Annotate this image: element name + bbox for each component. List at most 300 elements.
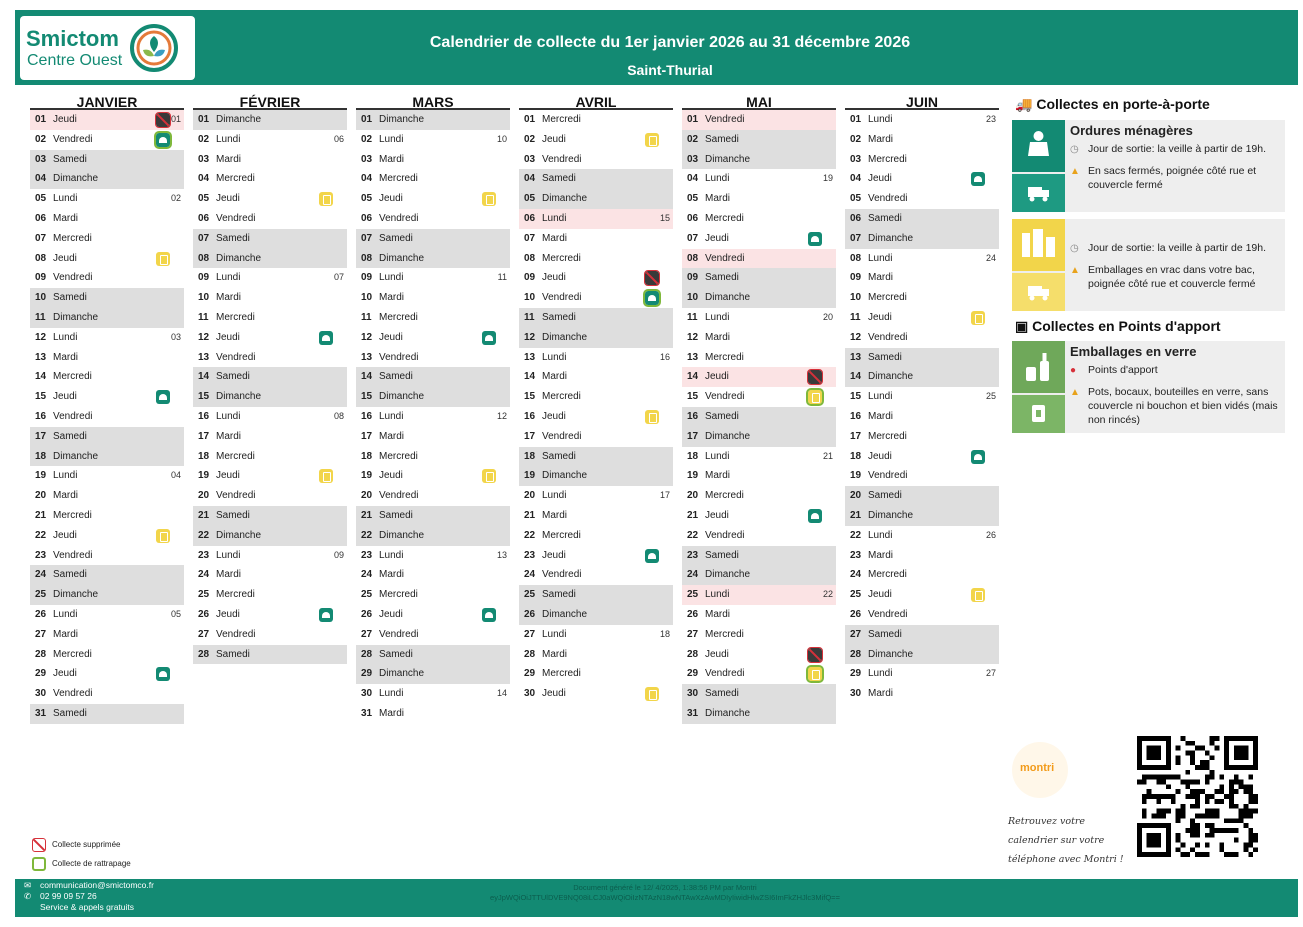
day-row bbox=[682, 486, 836, 506]
day-row bbox=[356, 506, 510, 526]
month-column bbox=[356, 94, 510, 724]
day-name: Jeudi bbox=[53, 529, 77, 541]
day-name: Mardi bbox=[53, 212, 79, 224]
day-name: Mardi bbox=[379, 569, 405, 581]
day-number: 04 bbox=[524, 173, 536, 185]
household-waste-icon bbox=[971, 172, 985, 186]
week-number: 26 bbox=[985, 529, 996, 540]
day-name: Mercredi bbox=[542, 668, 581, 680]
day-name: Mercredi bbox=[705, 490, 744, 502]
day-name: Jeudi bbox=[868, 450, 892, 462]
day-row bbox=[193, 288, 347, 308]
rec-schedule: Jour de sortie: la veille à partir de 19h. bbox=[1088, 242, 1267, 254]
day-number: 10 bbox=[361, 292, 373, 304]
day-name: Vendredi bbox=[868, 470, 908, 482]
day-name: Mercredi bbox=[868, 430, 907, 442]
day-name: Samedi bbox=[868, 628, 902, 640]
day-name: Mercredi bbox=[216, 450, 255, 462]
day-number: 05 bbox=[361, 193, 373, 205]
day-number: 03 bbox=[524, 153, 536, 165]
day-number: 24 bbox=[850, 569, 862, 581]
day-name: Mardi bbox=[379, 153, 405, 165]
day-name: Vendredi bbox=[53, 410, 93, 422]
day-number: 17 bbox=[524, 430, 536, 442]
smictom-logo bbox=[20, 16, 195, 80]
day-number: 12 bbox=[524, 331, 536, 343]
day-row bbox=[30, 486, 184, 506]
day-name: Dimanche bbox=[379, 114, 425, 125]
day-number: 13 bbox=[198, 351, 210, 363]
day-name: Samedi bbox=[216, 232, 250, 244]
day-row bbox=[682, 169, 836, 189]
day-row bbox=[193, 308, 347, 328]
week-number: 12 bbox=[496, 410, 507, 421]
day-row bbox=[682, 466, 836, 486]
week-number: 24 bbox=[985, 252, 996, 263]
day-row bbox=[356, 585, 510, 605]
day-row bbox=[682, 229, 836, 249]
day-row bbox=[519, 546, 673, 566]
day-name: Jeudi bbox=[705, 648, 729, 660]
day-name: Jeudi bbox=[53, 114, 77, 125]
day-row bbox=[845, 526, 999, 546]
day-name: Vendredi bbox=[542, 569, 582, 581]
day-name: Samedi bbox=[705, 133, 739, 145]
day-row bbox=[519, 387, 673, 407]
day-row bbox=[845, 169, 999, 189]
day-row bbox=[30, 130, 184, 150]
day-row bbox=[193, 427, 347, 447]
day-row bbox=[356, 605, 510, 625]
day-number: 08 bbox=[524, 252, 536, 264]
day-number: 29 bbox=[524, 668, 536, 680]
day-number: 22 bbox=[524, 529, 536, 541]
day-row bbox=[193, 209, 347, 229]
day-number: 28 bbox=[687, 648, 699, 660]
day-name: Dimanche bbox=[705, 569, 751, 581]
day-row bbox=[356, 249, 510, 269]
household-waste-icon bbox=[645, 549, 659, 563]
day-name: Mercredi bbox=[216, 589, 255, 601]
day-number: 12 bbox=[850, 331, 862, 343]
day-name: Mercredi bbox=[542, 529, 581, 541]
day-row bbox=[30, 348, 184, 368]
day-number: 19 bbox=[850, 470, 862, 482]
day-name: Lundi bbox=[542, 628, 567, 640]
day-number: 10 bbox=[35, 292, 47, 304]
day-row bbox=[356, 447, 510, 467]
day-row bbox=[356, 110, 510, 130]
day-name: Dimanche bbox=[542, 193, 588, 205]
day-number: 15 bbox=[850, 391, 862, 403]
day-name: Mardi bbox=[705, 470, 731, 482]
month-name: MAI bbox=[682, 94, 836, 110]
day-number: 19 bbox=[198, 470, 210, 482]
day-number: 08 bbox=[687, 252, 699, 264]
rec-instructions: Emballages en vrac dans votre bac, poignée côté rue et couvercle fermé bbox=[1088, 264, 1256, 290]
day-name: Samedi bbox=[705, 549, 739, 561]
day-number: 10 bbox=[687, 292, 699, 304]
day-row bbox=[519, 150, 673, 170]
day-row bbox=[682, 130, 836, 150]
day-name: Lundi bbox=[379, 688, 404, 700]
day-number: 27 bbox=[198, 628, 210, 640]
day-row bbox=[30, 150, 184, 170]
day-name: Dimanche bbox=[868, 509, 914, 521]
week-number: 13 bbox=[496, 549, 507, 560]
day-row bbox=[845, 645, 999, 665]
day-row bbox=[356, 684, 510, 704]
day-row bbox=[356, 308, 510, 328]
day-number: 11 bbox=[850, 311, 861, 323]
day-name: Mardi bbox=[868, 133, 894, 145]
om-instructions: En sacs fermés, poignée côté rue et couvercle fermé bbox=[1088, 165, 1257, 191]
day-name: Mardi bbox=[379, 707, 405, 719]
day-row bbox=[356, 288, 510, 308]
day-number: 27 bbox=[524, 628, 536, 640]
day-row bbox=[682, 704, 836, 724]
day-row bbox=[682, 506, 836, 526]
day-number: 06 bbox=[687, 212, 699, 224]
day-name: Vendredi bbox=[705, 252, 745, 264]
week-number: 11 bbox=[497, 272, 507, 283]
day-row bbox=[519, 367, 673, 387]
montri-promo-text: Retrouvez votre calendrier sur votre téléphone avec Montri ! bbox=[1008, 816, 1124, 865]
day-number: 27 bbox=[361, 628, 373, 640]
day-name: Mardi bbox=[868, 688, 894, 700]
day-row bbox=[682, 367, 836, 387]
day-row bbox=[845, 625, 999, 645]
day-name: Mardi bbox=[216, 430, 242, 442]
day-row bbox=[519, 209, 673, 229]
day-row bbox=[30, 427, 184, 447]
day-row bbox=[30, 625, 184, 645]
day-number: 06 bbox=[361, 212, 373, 224]
day-row bbox=[519, 249, 673, 269]
day-name: Lundi bbox=[53, 470, 78, 482]
day-number: 05 bbox=[687, 193, 699, 205]
day-name: Mercredi bbox=[53, 371, 92, 383]
day-name: Lundi bbox=[868, 114, 893, 125]
day-number: 03 bbox=[198, 153, 210, 165]
day-row bbox=[845, 605, 999, 625]
week-number: 10 bbox=[496, 133, 507, 144]
day-name: Jeudi bbox=[868, 311, 892, 323]
day-name: Mercredi bbox=[868, 153, 907, 165]
week-number: 07 bbox=[333, 272, 344, 283]
day-number: 07 bbox=[198, 232, 210, 244]
day-name: Jeudi bbox=[53, 252, 77, 264]
recyclables-icon bbox=[482, 192, 496, 206]
day-row bbox=[682, 625, 836, 645]
day-number: 10 bbox=[524, 292, 536, 304]
day-number: 09 bbox=[361, 272, 373, 284]
day-row bbox=[356, 466, 510, 486]
day-name: Lundi bbox=[868, 391, 893, 403]
day-row bbox=[519, 684, 673, 704]
day-row bbox=[519, 308, 673, 328]
contact-phone[interactable]: 02 99 09 57 26 bbox=[40, 891, 97, 901]
month-column bbox=[519, 94, 673, 704]
day-number: 23 bbox=[524, 549, 536, 561]
day-row bbox=[845, 110, 999, 130]
day-row bbox=[682, 447, 836, 467]
day-name: Mardi bbox=[542, 371, 568, 383]
day-name: Vendredi bbox=[705, 668, 745, 680]
day-row bbox=[682, 526, 836, 546]
month-name: AVRIL bbox=[519, 94, 673, 110]
glass-bottles-icon bbox=[1012, 341, 1065, 393]
week-number: 17 bbox=[659, 490, 670, 501]
day-name: Dimanche bbox=[542, 470, 588, 482]
day-number: 11 bbox=[361, 311, 372, 323]
day-row bbox=[682, 268, 836, 288]
day-name: Vendredi bbox=[542, 153, 582, 165]
day-number: 02 bbox=[198, 133, 210, 145]
catchup-household-waste-icon bbox=[156, 133, 170, 147]
day-name: Dimanche bbox=[379, 529, 425, 541]
day-name: Lundi bbox=[53, 331, 78, 343]
day-name: Lundi bbox=[868, 668, 893, 680]
day-number: 07 bbox=[524, 232, 536, 244]
day-number: 09 bbox=[35, 272, 47, 284]
day-row bbox=[193, 229, 347, 249]
day-name: Vendredi bbox=[53, 272, 93, 284]
day-name: Lundi bbox=[868, 252, 893, 264]
day-name: Samedi bbox=[705, 272, 739, 284]
day-name: Dimanche bbox=[379, 391, 425, 403]
day-row bbox=[193, 189, 347, 209]
recyclables-icon bbox=[482, 469, 496, 483]
day-number: 21 bbox=[687, 509, 699, 521]
day-name: Samedi bbox=[216, 648, 250, 660]
day-number: 02 bbox=[35, 133, 47, 145]
day-name: Vendredi bbox=[379, 628, 419, 640]
day-row bbox=[519, 130, 673, 150]
recyclables-icon bbox=[645, 687, 659, 701]
day-number: 18 bbox=[361, 450, 373, 462]
warning-icon: ▲ bbox=[1070, 265, 1080, 276]
day-row bbox=[193, 110, 347, 130]
day-name: Mercredi bbox=[379, 311, 418, 323]
day-row bbox=[519, 506, 673, 526]
day-name: Mardi bbox=[868, 272, 894, 284]
day-name: Samedi bbox=[216, 509, 250, 521]
week-number: 05 bbox=[170, 608, 181, 619]
day-row bbox=[519, 407, 673, 427]
day-row bbox=[356, 268, 510, 288]
contact-email[interactable]: communication@smictomco.fr bbox=[40, 880, 154, 890]
day-number: 14 bbox=[687, 371, 699, 383]
day-name: Jeudi bbox=[868, 589, 892, 601]
day-number: 17 bbox=[361, 430, 373, 442]
week-number: 23 bbox=[985, 114, 996, 124]
day-number: 24 bbox=[687, 569, 699, 581]
container-icon bbox=[1012, 395, 1065, 433]
day-name: Vendredi bbox=[216, 212, 256, 224]
day-number: 14 bbox=[361, 371, 373, 383]
day-number: 16 bbox=[361, 410, 373, 422]
day-row bbox=[845, 130, 999, 150]
rec-card bbox=[1012, 219, 1285, 311]
day-name: Jeudi bbox=[705, 232, 729, 244]
day-number: 26 bbox=[524, 608, 536, 620]
day-row bbox=[845, 189, 999, 209]
day-row bbox=[356, 565, 510, 585]
day-row bbox=[356, 209, 510, 229]
day-row bbox=[519, 526, 673, 546]
day-row bbox=[30, 447, 184, 467]
day-number: 09 bbox=[524, 272, 536, 284]
day-name: Samedi bbox=[53, 292, 87, 304]
day-number: 09 bbox=[850, 272, 862, 284]
day-name: Dimanche bbox=[542, 608, 588, 620]
day-number: 04 bbox=[198, 173, 210, 185]
day-number: 25 bbox=[361, 589, 373, 601]
household-waste-icon bbox=[319, 608, 333, 622]
day-row bbox=[193, 328, 347, 348]
day-row bbox=[30, 704, 184, 724]
day-number: 02 bbox=[361, 133, 373, 145]
day-name: Lundi bbox=[705, 311, 730, 323]
day-name: Vendredi bbox=[216, 628, 256, 640]
day-number: 21 bbox=[850, 509, 862, 521]
day-row bbox=[193, 466, 347, 486]
day-row bbox=[845, 308, 999, 328]
week-number: 21 bbox=[822, 450, 833, 461]
day-name: Dimanche bbox=[53, 450, 99, 462]
day-name: Vendredi bbox=[216, 490, 256, 502]
day-name: Vendredi bbox=[705, 529, 745, 541]
day-row bbox=[845, 249, 999, 269]
day-number: 11 bbox=[35, 311, 46, 323]
day-name: Samedi bbox=[379, 648, 413, 660]
day-name: Lundi bbox=[216, 133, 241, 145]
day-row bbox=[845, 664, 999, 684]
day-number: 25 bbox=[524, 589, 536, 601]
day-number: 02 bbox=[524, 133, 536, 145]
day-name: Samedi bbox=[379, 232, 413, 244]
day-row bbox=[356, 664, 510, 684]
day-row bbox=[193, 506, 347, 526]
day-number: 27 bbox=[687, 628, 699, 640]
om-card bbox=[1012, 120, 1285, 212]
day-number: 14 bbox=[198, 371, 210, 383]
day-row bbox=[519, 645, 673, 665]
day-row bbox=[30, 407, 184, 427]
day-row bbox=[356, 546, 510, 566]
day-number: 24 bbox=[361, 569, 373, 581]
day-name: Mardi bbox=[216, 292, 242, 304]
household-waste-icon bbox=[156, 390, 170, 404]
day-name: Mercredi bbox=[868, 569, 907, 581]
day-name: Samedi bbox=[705, 688, 739, 700]
day-row bbox=[193, 645, 347, 665]
day-number: 15 bbox=[198, 391, 210, 403]
day-number: 20 bbox=[687, 490, 699, 502]
day-row bbox=[356, 526, 510, 546]
day-number: 20 bbox=[35, 490, 47, 502]
cancelled-collection-icon bbox=[32, 838, 46, 852]
cancelled-collection-icon bbox=[808, 370, 822, 384]
day-row bbox=[356, 486, 510, 506]
day-number: 28 bbox=[198, 648, 210, 660]
week-number: 08 bbox=[333, 410, 344, 421]
day-number: 31 bbox=[687, 707, 699, 719]
day-number: 22 bbox=[35, 529, 47, 541]
day-name: Vendredi bbox=[379, 351, 419, 363]
phone-icon: ✆ bbox=[24, 891, 32, 901]
day-number: 25 bbox=[198, 589, 210, 601]
week-number: 18 bbox=[659, 628, 670, 639]
day-row bbox=[30, 466, 184, 486]
day-row bbox=[519, 466, 673, 486]
day-number: 10 bbox=[850, 292, 862, 304]
day-row bbox=[30, 169, 184, 189]
day-row bbox=[682, 150, 836, 170]
day-name: Mardi bbox=[53, 628, 79, 640]
day-row bbox=[193, 447, 347, 467]
day-name: Mercredi bbox=[542, 114, 581, 125]
day-row bbox=[30, 328, 184, 348]
day-name: Samedi bbox=[542, 311, 576, 323]
day-row bbox=[30, 605, 184, 625]
day-number: 11 bbox=[524, 311, 535, 323]
day-name: Vendredi bbox=[542, 430, 582, 442]
day-row bbox=[193, 565, 347, 585]
household-waste-icon bbox=[319, 331, 333, 345]
day-row bbox=[682, 645, 836, 665]
day-row bbox=[193, 486, 347, 506]
day-row bbox=[356, 229, 510, 249]
day-row bbox=[30, 565, 184, 585]
day-row bbox=[682, 585, 836, 605]
day-number: 16 bbox=[687, 410, 699, 422]
day-number: 23 bbox=[35, 549, 47, 561]
day-number: 22 bbox=[687, 529, 699, 541]
day-row bbox=[519, 625, 673, 645]
day-name: Dimanche bbox=[216, 114, 262, 125]
day-row bbox=[30, 209, 184, 229]
recyclables-icon bbox=[156, 529, 170, 543]
day-row bbox=[845, 367, 999, 387]
day-number: 05 bbox=[35, 193, 47, 205]
month-name: JANVIER bbox=[30, 94, 184, 110]
day-name: Lundi bbox=[705, 450, 730, 462]
month-column bbox=[845, 94, 999, 704]
porte-a-porte-heading: 🚚 Collectes en porte-à-porte bbox=[1015, 96, 1210, 112]
day-row bbox=[519, 664, 673, 684]
day-row bbox=[30, 229, 184, 249]
bin-icon bbox=[1012, 120, 1065, 172]
day-name: Jeudi bbox=[216, 193, 240, 205]
day-row bbox=[356, 407, 510, 427]
month-name: FÉVRIER bbox=[193, 94, 347, 110]
day-name: Dimanche bbox=[53, 589, 99, 601]
day-row bbox=[845, 229, 999, 249]
day-number: 05 bbox=[850, 193, 862, 205]
cancelled-collection-icon bbox=[156, 113, 170, 127]
day-number: 13 bbox=[35, 351, 47, 363]
day-row bbox=[193, 367, 347, 387]
month-column bbox=[30, 94, 184, 724]
day-name: Vendredi bbox=[216, 351, 256, 363]
qr-code[interactable] bbox=[1137, 736, 1258, 857]
day-number: 17 bbox=[687, 430, 699, 442]
day-row bbox=[845, 447, 999, 467]
day-row bbox=[845, 150, 999, 170]
day-name: Jeudi bbox=[542, 688, 566, 700]
